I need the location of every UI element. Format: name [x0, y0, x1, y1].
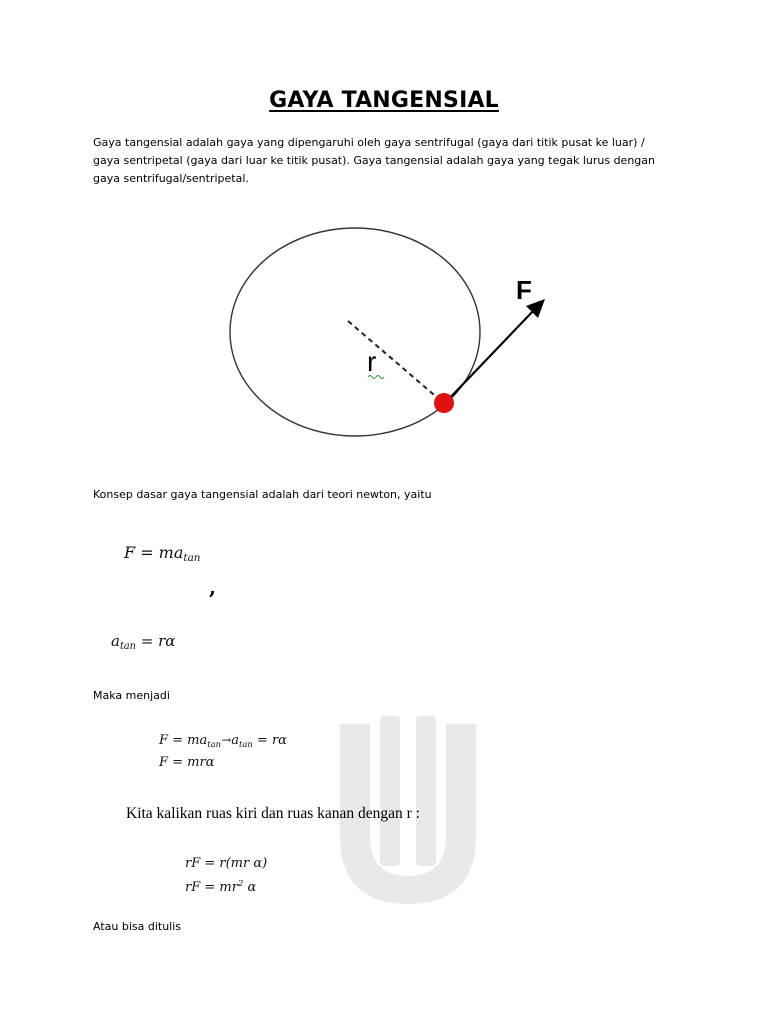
equation-rf-2 [185, 878, 256, 895]
intro-line: gaya sentripetal (gaya dari luar ke titik pusat). Gaya tangensial adalah gaya yang tegak lurus dengan [93, 154, 655, 167]
multiply-text: Kita kalikan ruas kiri dan ruas kanan dengan r : [126, 805, 420, 822]
implies-arrow-icon: → [221, 733, 232, 747]
eq6-a: rF = mr [185, 880, 238, 895]
eq3-c: = rα [252, 733, 287, 748]
force-label: F [516, 275, 532, 305]
eq6-sup: 2 [237, 878, 244, 888]
equation-rf-1: rF = r(mr α) [185, 856, 268, 871]
intro-line: Gaya tangensial adalah gaya yang dipengaruhi oleh gaya sentrifugal (gaya dari titik pusat ke luar) / [93, 136, 645, 149]
equation-mr-alpha: F = mrα [159, 755, 215, 770]
eq1-sub: tan [183, 552, 201, 564]
page-title: GAYA TANGENSIAL [269, 88, 499, 113]
radius-line [348, 321, 440, 400]
equation-combined [159, 733, 287, 749]
equation-force [124, 543, 200, 564]
intro-paragraph [93, 134, 693, 188]
radius-label: r [367, 346, 377, 377]
eq6-b: α [243, 880, 257, 895]
force-arrow-shaft [445, 309, 535, 403]
atau-text: Atau bisa ditulis [93, 920, 182, 933]
eq3-b: a [231, 733, 239, 748]
intro-line: gaya sentrifugal/sentripetal. [93, 172, 249, 185]
maka-text: Maka menjadi [93, 689, 170, 702]
concept-text: Konsep dasar gaya tangensial adalah dari teori newton, yaitu [93, 488, 432, 501]
eq2-rhs: = rα [135, 632, 176, 650]
eq3-a: F = ma [159, 733, 208, 748]
tangential-force-diagram [220, 226, 560, 446]
eq1-main: F = ma [124, 543, 184, 562]
equation-acceleration [111, 632, 175, 652]
eq3-sub1: tan [207, 739, 222, 749]
eq3-sub2: tan [238, 739, 253, 749]
comma: , [209, 575, 216, 599]
eq2-a: a [111, 632, 120, 650]
eq2-sub: tan [119, 641, 136, 652]
moving-point [434, 393, 454, 413]
